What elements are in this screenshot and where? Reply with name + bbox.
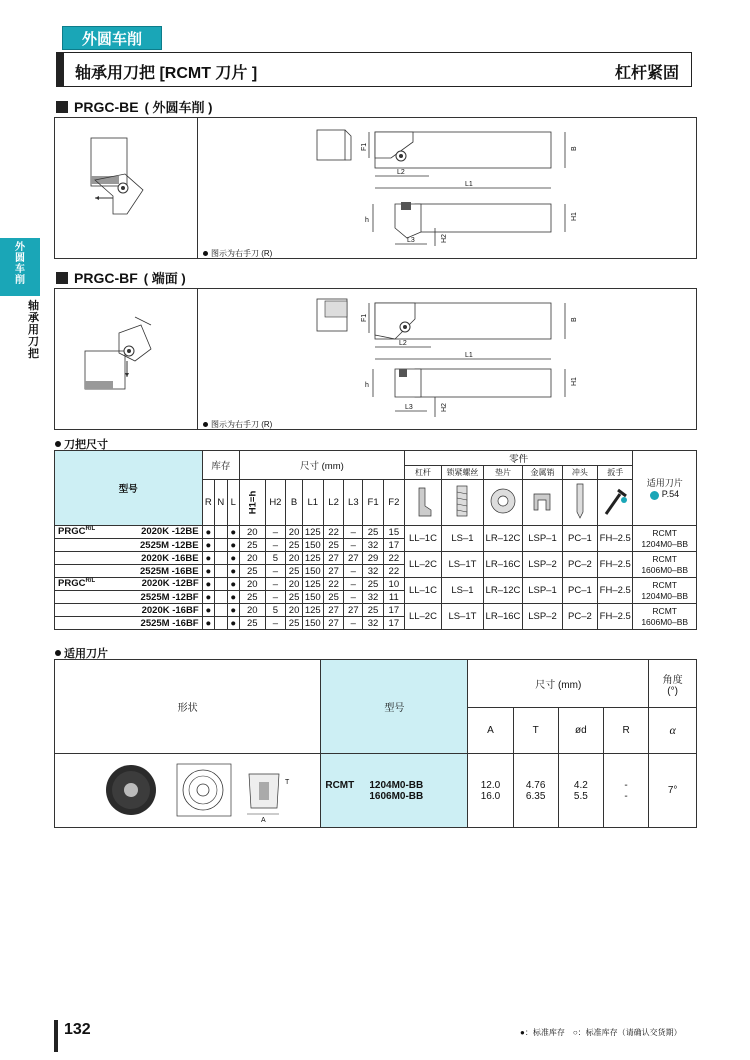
table-cell: 20 (286, 526, 303, 539)
holder-diagram-be (55, 118, 698, 260)
model-code: 2020K -16BF (141, 604, 199, 616)
section-heading-be (56, 97, 212, 116)
dim-label-l2: L2 (397, 169, 405, 176)
table-cell: – (344, 617, 363, 630)
insert-cell (633, 552, 697, 578)
insert-col-label: 适用刀片 (646, 478, 683, 489)
table-cell: ● (227, 604, 239, 617)
table-cell: ● (202, 591, 214, 604)
insert-model: 1606M0-BB (369, 790, 424, 802)
table-cell: – (265, 617, 286, 630)
table-cell: 32 (363, 539, 384, 552)
table-cell: ● (202, 552, 214, 565)
dim-col: B (286, 480, 303, 526)
side-text-char: 把 (28, 348, 39, 360)
side-text-char: 用 (28, 324, 39, 336)
part-cell: PC–2 (562, 604, 597, 630)
part-cell: LL–2C (404, 552, 441, 578)
table-cell (215, 552, 227, 565)
hand-suffix: R/L (85, 526, 96, 533)
holder-diagram-bf (55, 289, 698, 431)
insert-series: RCMT (652, 527, 677, 538)
table-cell: 125 (302, 578, 323, 591)
part-cell: LSP–1 (523, 578, 563, 604)
bullet-icon (203, 422, 208, 427)
side-tab-char: 圆 (15, 253, 25, 264)
dim-label-h: h (365, 382, 369, 389)
part-header: 锁紧螺丝 (442, 466, 484, 480)
diagram-panel-bf (54, 288, 697, 430)
model-code: 2525M -16BF (140, 617, 199, 629)
model-cell (55, 617, 203, 630)
model-code: 2525M -16BE (140, 565, 199, 577)
model-prefix (55, 578, 95, 589)
table-cell: 150 (302, 565, 323, 578)
right-hand-note (203, 248, 272, 259)
right-hand-note (203, 419, 272, 430)
model-cell (55, 539, 203, 552)
dim-label-h: h (365, 217, 369, 224)
insert-shape-images (83, 754, 293, 824)
punch-image (562, 480, 597, 526)
table-cell: ● (227, 591, 239, 604)
dim-label-a: A (260, 817, 266, 824)
part-cell: LSP–1 (523, 526, 563, 552)
table-cell: ● (227, 539, 239, 552)
dim-label-b: B (571, 146, 578, 151)
dim-col: H2 (265, 480, 286, 526)
table-cell: 29 (363, 552, 384, 565)
table-cell (215, 617, 227, 630)
table-cell: 20 (240, 604, 265, 617)
insert-cell (633, 578, 697, 604)
table-cell: 27 (323, 617, 344, 630)
col-dims-header: 尺寸 (mm) (240, 451, 405, 480)
table-cell: ● (202, 526, 214, 539)
col-shape-header: 形状 (55, 660, 321, 754)
part-header: 冲头 (562, 466, 597, 480)
table-cell: 20 (286, 578, 303, 591)
table-cell: – (265, 591, 286, 604)
stock-col: L (227, 480, 239, 526)
table-cell (215, 539, 227, 552)
part-cell: LL–1C (404, 526, 441, 552)
section-code: PRGC-BE (74, 98, 139, 115)
table-cell: – (344, 591, 363, 604)
dim-col: L2 (323, 480, 344, 526)
dim-col: F1 (363, 480, 384, 526)
table-cell: 20 (286, 604, 303, 617)
part-cell: LS–1 (442, 578, 484, 604)
square-bullet-icon (56, 101, 68, 113)
section-heading-bf (56, 268, 186, 287)
model-prefix (55, 592, 58, 603)
diagram-panel-be (54, 117, 697, 259)
lever-image (404, 480, 441, 526)
model-prefix-text: PRGC (58, 578, 86, 590)
dim-col: ød (558, 708, 603, 754)
table-cell: ● (202, 565, 214, 578)
table-cell: 17 (383, 604, 404, 617)
insert-series: RCMT (652, 579, 677, 590)
table-cell (215, 604, 227, 617)
table-cell: 15 (383, 526, 404, 539)
part-cell: LL–2C (404, 604, 441, 630)
table-row (55, 604, 697, 617)
table-cell: 27 (323, 552, 344, 565)
table-cell: – (265, 565, 286, 578)
model-cell (55, 552, 203, 565)
table-cell: 150 (302, 617, 323, 630)
table-cell: 32 (363, 617, 384, 630)
model-cell (55, 591, 203, 604)
part-header: 垫片 (483, 466, 523, 480)
insert-code: 1606M0–BB (641, 564, 689, 575)
part-cell: FH–2.5 (598, 604, 633, 630)
dim-label-l3: L3 (405, 404, 413, 411)
table-cell: ● (227, 578, 239, 591)
table-cell: 32 (363, 565, 384, 578)
table-cell: ● (227, 565, 239, 578)
table-cell: 25 (323, 591, 344, 604)
part-cell: LL–1C (404, 578, 441, 604)
dim-col: L1 (302, 480, 323, 526)
col-dims-header: 尺寸 (mm) (468, 660, 649, 708)
table-cell: 27 (344, 604, 363, 617)
table-cell: 25 (363, 578, 384, 591)
insert-spec-table (54, 659, 697, 828)
title-bar (56, 52, 692, 87)
table-cell: 25 (240, 617, 265, 630)
dim-label-h1: H1 (571, 212, 578, 221)
table-cell: 27 (344, 552, 363, 565)
square-bullet-icon (56, 272, 68, 284)
insert-model: 1204M0-BB (369, 779, 424, 791)
col-angle-header (649, 660, 697, 708)
page-title: 轴承用刀把 [RCMT 刀片 ] (75, 65, 258, 82)
table-cell: 25 (286, 565, 303, 578)
dim-col-label: H1=h (246, 490, 258, 515)
table-cell: ● (227, 552, 239, 565)
insert-code: 1606M0–BB (641, 616, 689, 627)
col-model-header: 型号 (55, 451, 203, 526)
col-insert-header (633, 451, 697, 526)
table-cell: ● (202, 578, 214, 591)
stock-col: R (202, 480, 214, 526)
model-cell (55, 604, 203, 617)
table-cell: 125 (302, 526, 323, 539)
insert-model-cell (321, 754, 468, 828)
side-text-char: 轴 (28, 300, 39, 312)
insert-series: RCMT (652, 553, 677, 564)
bullet-icon (55, 441, 61, 447)
model-cell (55, 565, 203, 578)
dim-label-t: T (284, 779, 289, 786)
table-cell: 22 (323, 526, 344, 539)
table-cell: 11 (383, 591, 404, 604)
insert-shape-cell (55, 754, 321, 828)
value: 12.0 (480, 779, 501, 791)
page-number: 132 (64, 1021, 91, 1038)
bullet-icon (55, 650, 61, 656)
section-code: PRGC-BF (74, 269, 138, 286)
model-cell (55, 578, 203, 591)
model-cell (55, 526, 203, 539)
insert-code: 1204M0–BB (641, 590, 689, 601)
insert-code: 1204M0–BB (641, 538, 689, 549)
side-tab-char: 车 (15, 264, 25, 275)
table-cell: 25 (323, 539, 344, 552)
table-cell: 17 (383, 539, 404, 552)
table-cell: – (265, 526, 286, 539)
table-cell: ● (227, 617, 239, 630)
dim-col: R (603, 708, 648, 754)
side-text-char: 刀 (28, 336, 39, 348)
value: - (624, 790, 628, 802)
table-row (55, 552, 697, 565)
table-cell: – (344, 578, 363, 591)
model-code: 2525M -12BE (140, 539, 199, 551)
col-stock-header: 库存 (202, 451, 239, 480)
dim-label-f1: F1 (361, 313, 368, 322)
insert-series: RCMT (325, 779, 355, 791)
model-prefix (55, 605, 58, 616)
table-cell: 22 (323, 578, 344, 591)
table-cell: 5 (265, 552, 286, 565)
part-cell: FH–2.5 (598, 552, 633, 578)
dim-label-l1: L1 (465, 352, 473, 359)
part-cell: LS–1 (442, 526, 484, 552)
table-cell: 5 (265, 604, 286, 617)
part-header: 扳手 (598, 466, 633, 480)
side-section-text (28, 300, 40, 360)
part-cell: FH–2.5 (598, 578, 633, 604)
table-cell (215, 565, 227, 578)
model-code: 2525M -12BF (140, 591, 199, 603)
insert-ref[interactable] (633, 489, 696, 499)
table-cell: 20 (286, 552, 303, 565)
table-cell: 20 (240, 552, 265, 565)
heading-text: 适用刀片 (64, 648, 108, 660)
value: 4.2 (573, 779, 588, 791)
clamp-type: 杠杆紧固 (614, 65, 679, 82)
dim-col: α (649, 708, 697, 754)
dim-label-h2: H2 (441, 403, 448, 412)
dim-col: T (513, 708, 558, 754)
table-cell: 150 (302, 591, 323, 604)
table-cell: 25 (363, 604, 384, 617)
part-cell: PC–1 (562, 578, 597, 604)
col-parts-header: 零件 (404, 451, 633, 466)
dim-label-h1: H1 (571, 377, 578, 386)
dim-d (558, 754, 603, 828)
table-cell: 125 (302, 552, 323, 565)
table-cell: 25 (240, 565, 265, 578)
table-cell (215, 526, 227, 539)
table-cell: 27 (323, 604, 344, 617)
table-cell: ● (227, 526, 239, 539)
dim-col (240, 480, 265, 526)
heading-text: 刀把尺寸 (64, 439, 108, 451)
insert-ref-text: P.54 (661, 489, 680, 500)
table-cell: 25 (240, 591, 265, 604)
table-cell: 22 (383, 565, 404, 578)
table-cell: 17 (383, 617, 404, 630)
stock-legend: ●：标准库存 ○：标准库存（请确认交货期） (520, 1028, 682, 1037)
dim-label-h2: H2 (441, 234, 448, 243)
model-prefix (55, 540, 58, 551)
part-cell: LSP–2 (523, 604, 563, 630)
section-desc: ( 端面 ) (143, 271, 186, 286)
table-cell: 32 (363, 591, 384, 604)
part-cell: LR–12C (483, 526, 523, 552)
bullet-icon (203, 251, 208, 256)
table-cell: – (265, 578, 286, 591)
angle-label: 角度 (662, 674, 683, 686)
model-code: 2020K -16BE (141, 552, 199, 564)
table-cell: 150 (302, 539, 323, 552)
hand-suffix: R/L (85, 578, 96, 585)
dim-label-b: B (571, 317, 578, 322)
part-cell: LR–12C (483, 578, 523, 604)
part-cell: LS–1T (442, 604, 484, 630)
dim-col: F2 (383, 480, 404, 526)
table-cell: – (344, 526, 363, 539)
dim-label-f1: F1 (361, 142, 368, 151)
dim-r (603, 754, 648, 828)
model-prefix-text: PRGC (58, 526, 86, 538)
table-row (55, 526, 697, 539)
part-cell: LS–1T (442, 552, 484, 578)
dim-label-l2: L2 (399, 340, 407, 347)
holder-spec-table (54, 450, 697, 630)
table-cell: 25 (286, 617, 303, 630)
part-cell: LR–16C (483, 604, 523, 630)
section-desc: ( 外圆车削 ) (144, 100, 213, 115)
table-cell: 10 (383, 578, 404, 591)
model-prefix (55, 526, 95, 537)
table-cell: 25 (240, 539, 265, 552)
side-text-char: 承 (28, 312, 39, 324)
table-cell: ● (202, 539, 214, 552)
table-cell: 25 (286, 591, 303, 604)
arrow-circle-icon (650, 491, 659, 500)
table-cell: 22 (383, 552, 404, 565)
dim-t (513, 754, 558, 828)
pin-image (523, 480, 563, 526)
insert-series: RCMT (652, 605, 677, 616)
part-header: 杠杆 (404, 466, 441, 480)
table-cell: 25 (286, 539, 303, 552)
side-tab-char: 削 (15, 275, 25, 286)
dim-label-l3: L3 (407, 237, 415, 244)
dim-label-l1: L1 (465, 181, 473, 188)
value: 6.35 (525, 790, 546, 802)
insert-cell (633, 526, 697, 552)
dim-col: L3 (344, 480, 363, 526)
col-model-header: 型号 (321, 660, 468, 754)
table-cell (215, 591, 227, 604)
table-cell: 20 (240, 526, 265, 539)
part-cell: PC–1 (562, 526, 597, 552)
part-cell: LR–16C (483, 552, 523, 578)
insert-cell (633, 604, 697, 630)
stock-col: N (215, 480, 227, 526)
value: - (624, 779, 628, 791)
table-cell: 27 (323, 565, 344, 578)
dim-col: A (468, 708, 513, 754)
model-prefix (55, 618, 58, 629)
value: 4.76 (525, 779, 546, 791)
wrench-image (598, 480, 633, 526)
table-cell: ● (202, 604, 214, 617)
table-cell: 20 (240, 578, 265, 591)
note-text: 图示为右手刀 (R) (211, 249, 273, 258)
table-cell: – (344, 565, 363, 578)
angle-value: 7° (649, 754, 697, 828)
model-code: 2020K -12BF (141, 578, 199, 590)
table-cell: – (344, 539, 363, 552)
part-cell: FH–2.5 (598, 526, 633, 552)
screw-image (442, 480, 484, 526)
title-marker (56, 52, 64, 87)
table-cell: 125 (302, 604, 323, 617)
dim-a (468, 754, 513, 828)
shim-image (483, 480, 523, 526)
model-code: 2020K -12BE (141, 526, 199, 538)
value: 5.5 (573, 790, 588, 802)
side-tab-char: 外 (15, 242, 25, 253)
side-category-tab (0, 238, 40, 296)
table-row (55, 578, 697, 591)
table-cell: – (265, 539, 286, 552)
model-prefix (55, 566, 58, 577)
footer-bar (54, 1020, 58, 1052)
table-cell: 25 (363, 526, 384, 539)
part-cell: PC–2 (562, 552, 597, 578)
angle-unit: (°) (667, 685, 678, 697)
part-cell: LSP–2 (523, 552, 563, 578)
value: 16.0 (480, 790, 501, 802)
category-tab: 外圆车削 (62, 26, 162, 50)
part-header: 金属销 (523, 466, 563, 480)
model-prefix (55, 553, 58, 564)
note-text: 图示为右手刀 (R) (211, 420, 273, 429)
table-cell: ● (202, 617, 214, 630)
table-cell (215, 578, 227, 591)
